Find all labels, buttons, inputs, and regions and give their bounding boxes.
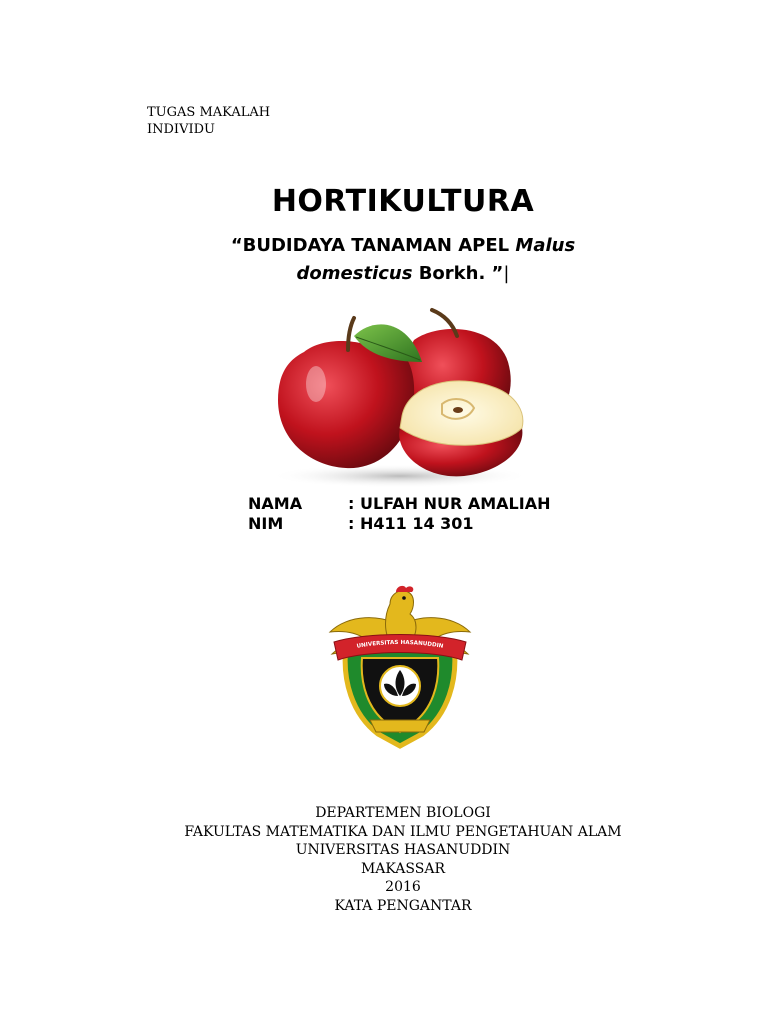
footer-university: UNIVERSITAS HASANUDDIN xyxy=(295,842,511,858)
assignment-type-line2: INDIVIDU xyxy=(147,122,215,137)
document-title: HORTIKULTURA xyxy=(271,184,535,219)
assignment-type-line1: TUGAS MAKALAH xyxy=(147,105,271,120)
name-label: NAMA xyxy=(248,494,303,513)
name-value: : ULFAH NUR AMALIAH xyxy=(348,494,551,513)
university-logo xyxy=(326,584,474,750)
footer-department: DEPARTEMEN BIOLOGI xyxy=(315,805,491,821)
subtitle-text-1: “BUDIDAYA TANAMAN APEL xyxy=(230,235,516,256)
footer-city: MAKASSAR xyxy=(360,860,446,877)
student-info xyxy=(248,494,550,534)
student-name-row xyxy=(248,494,550,514)
footer-next-section: KATA PENGANTAR xyxy=(334,897,472,914)
document-subtitle xyxy=(0,232,768,288)
assignment-type xyxy=(147,104,270,138)
text-cursor: | xyxy=(503,263,510,284)
nim-value: : H411 14 301 xyxy=(348,514,474,533)
subtitle-species-epithet: domesticus xyxy=(296,263,413,284)
footer-faculty: FAKULTAS MATEMATIKA DAN ILMU PENGETAHUAN ALAM xyxy=(184,823,622,840)
institution-footer xyxy=(0,804,768,915)
apple-illustration xyxy=(264,300,536,490)
subtitle-species-genus: Malus xyxy=(515,235,576,256)
logo-banner-text: UNIVERSITAS HASANUDDIN xyxy=(356,639,444,650)
subtitle-text-2: Borkh. ” xyxy=(412,263,504,284)
footer-year: 2016 xyxy=(385,879,421,895)
student-nim-row xyxy=(248,514,550,534)
nim-label: NIM xyxy=(248,514,284,533)
